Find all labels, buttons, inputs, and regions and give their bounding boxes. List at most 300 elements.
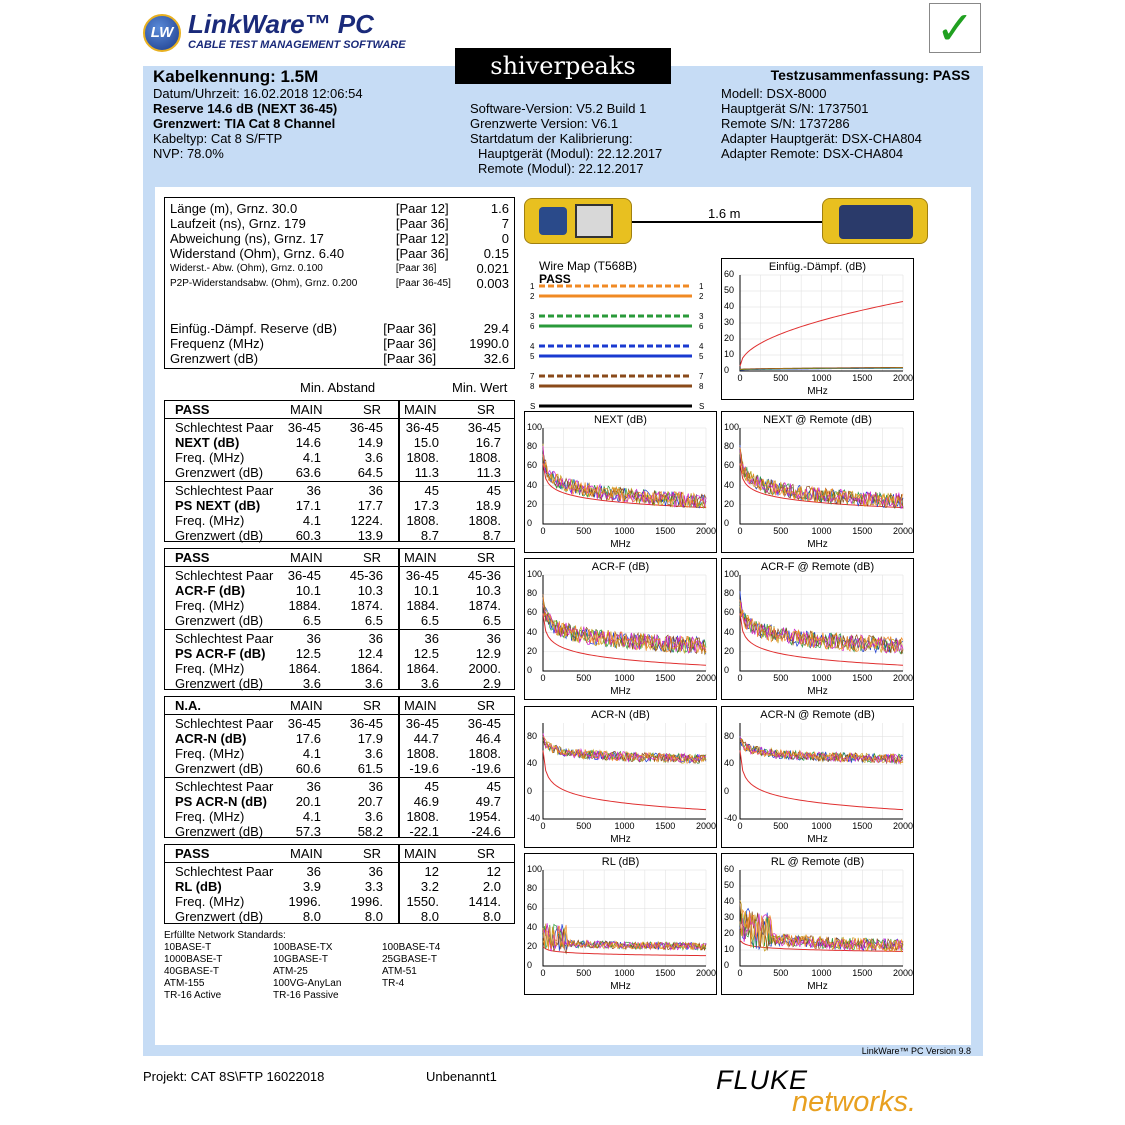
x-tick-label: 0 bbox=[540, 821, 546, 831]
cable-line bbox=[632, 221, 822, 223]
row-label: ACR-N (dB) bbox=[175, 731, 247, 746]
wire-map-diagram bbox=[524, 258, 714, 412]
row-value: 46.4 bbox=[475, 731, 501, 746]
check-mark-icon: ✓ bbox=[929, 3, 981, 53]
table-col-header: MAIN bbox=[404, 402, 437, 417]
x-tick-label: 500 bbox=[576, 673, 592, 683]
row-value: 14.6 bbox=[295, 435, 321, 450]
row-value: 4.1 bbox=[302, 746, 321, 761]
row-value: 36 bbox=[306, 483, 321, 498]
y-tick-label: 40 bbox=[527, 758, 538, 769]
row-label: RL (dB) bbox=[175, 879, 222, 894]
row-value: 10.3 bbox=[475, 583, 501, 598]
row-value: 1414. bbox=[468, 894, 501, 909]
row-value: 36-45 bbox=[349, 420, 383, 435]
standard-item: TR-4 bbox=[382, 978, 405, 989]
standard-item: ATM-155 bbox=[164, 978, 205, 989]
version-label: LinkWare™ PC Version 9.8 bbox=[861, 1046, 971, 1056]
row-value: 3.6 bbox=[364, 746, 383, 761]
row-value: 1808. bbox=[468, 746, 501, 761]
y-tick-label: 60 bbox=[724, 607, 735, 618]
row-value: 36 bbox=[368, 779, 383, 794]
row-value: 36-45 bbox=[405, 420, 439, 435]
chart-plot bbox=[722, 707, 915, 849]
wire-pin-label: 1 bbox=[699, 282, 704, 291]
x-tick-label: 1000 bbox=[811, 373, 832, 383]
row-value: 45 bbox=[486, 483, 501, 498]
standard-item: 25GBASE-T bbox=[382, 954, 438, 965]
row-value: 4.1 bbox=[302, 450, 321, 465]
y-tick-label: 80 bbox=[724, 588, 735, 599]
logo-badge: LW bbox=[143, 14, 181, 52]
row-label: Grenzwert (dB) bbox=[175, 824, 264, 839]
row-value: 12.9 bbox=[475, 646, 501, 661]
row-value: 12.5 bbox=[413, 646, 439, 661]
x-tick-label: 2000 bbox=[695, 968, 717, 978]
row-value: 17.3 bbox=[413, 498, 439, 513]
chart-title: ACR-N (dB) bbox=[591, 709, 650, 721]
row-value: 36 bbox=[486, 631, 501, 646]
row-label: Schlechtest Paar bbox=[175, 779, 274, 794]
row-value: 44.7 bbox=[413, 731, 439, 746]
summary-row bbox=[165, 276, 514, 291]
y-tick-label: 60 bbox=[527, 607, 538, 618]
table-col-header: MAIN bbox=[290, 846, 323, 861]
row-value: 64.5 bbox=[357, 465, 383, 480]
min-abstand-label: Min. Abstand bbox=[300, 380, 376, 395]
table-col-header: MAIN bbox=[290, 550, 323, 565]
cable-id: Kabelkennung: 1.5M bbox=[153, 67, 319, 86]
table-col-header: SR bbox=[363, 846, 382, 861]
y-tick-label: 0 bbox=[724, 665, 730, 675]
x-tick-label: 0 bbox=[737, 821, 743, 831]
x-tick-label: 500 bbox=[773, 968, 789, 978]
table-status: PASS bbox=[175, 846, 210, 861]
wire-pin-label: 3 bbox=[530, 312, 535, 321]
row-value: 3.6 bbox=[364, 809, 383, 824]
row-label: Schlechtest Paar bbox=[175, 420, 274, 435]
row-value: 6.5 bbox=[364, 613, 383, 628]
row-value: 1808. bbox=[468, 450, 501, 465]
row-label: Schlechtest Paar bbox=[175, 716, 274, 731]
table-col-header: MAIN bbox=[404, 846, 437, 861]
row-value: 17.1 bbox=[295, 498, 321, 513]
standard-item: 40GBASE-T bbox=[164, 966, 220, 977]
y-tick-label: 100 bbox=[527, 569, 543, 579]
test-summary: Testzusammenfassung: PASS bbox=[770, 67, 970, 83]
row-value: 20.1 bbox=[295, 794, 321, 809]
row-value: 12 bbox=[424, 864, 439, 879]
y-tick-label: 0 bbox=[724, 960, 730, 970]
wire-pin-label: 1 bbox=[530, 282, 535, 291]
project-name: Projekt: CAT 8S\FTP 16022018 bbox=[143, 1069, 325, 1084]
row-value: 45 bbox=[424, 483, 439, 498]
chart-title: RL (dB) bbox=[601, 856, 640, 868]
chart-xlabel: MHz bbox=[610, 686, 631, 697]
x-tick-label: 1500 bbox=[852, 526, 873, 536]
summary-pair: [Paar 36-45] bbox=[395, 278, 451, 289]
row-value: -19.6 bbox=[409, 761, 439, 776]
row-value: 36-45 bbox=[349, 716, 383, 731]
row-value: 12.5 bbox=[295, 646, 321, 661]
chart-title: ACR-F @ Remote (dB) bbox=[760, 561, 875, 573]
brand-logo: shiverpeaks bbox=[455, 48, 671, 84]
x-tick-label: 1500 bbox=[852, 673, 873, 683]
info-mid: Software-Version: V5.2 Build 1 Grenzwerte Version: V6.1 Startdatum der Kalibrierung: Hauptgerät (Modul): 22.12.2017 Remote (Modul): 22.12.2017 bbox=[470, 101, 663, 176]
chart-rlr bbox=[721, 853, 914, 995]
x-tick-label: 2000 bbox=[892, 373, 914, 383]
chart-xlabel: MHz bbox=[807, 686, 828, 697]
y-tick-label: 20 bbox=[724, 928, 735, 938]
remote-unit-image bbox=[822, 198, 928, 244]
row-label: Grenzwert (dB) bbox=[175, 528, 264, 543]
row-label: NEXT (dB) bbox=[175, 435, 240, 450]
result-table bbox=[164, 548, 515, 690]
row-value: 1884. bbox=[406, 598, 439, 613]
x-tick-label: 1000 bbox=[614, 673, 635, 683]
row-label: Freq. (MHz) bbox=[175, 746, 245, 761]
fluke-logo: FLUKE bbox=[716, 1065, 809, 1095]
wire-pin-label: S bbox=[530, 402, 536, 411]
row-value: 1808. bbox=[406, 746, 439, 761]
row-value: 45 bbox=[424, 779, 439, 794]
row-value: 36-45 bbox=[405, 716, 439, 731]
row-label: Freq. (MHz) bbox=[175, 809, 245, 824]
y-tick-label: 0 bbox=[724, 785, 730, 796]
summary-value: 0.003 bbox=[476, 276, 509, 291]
x-tick-label: 1000 bbox=[811, 526, 832, 536]
y-tick-label: 80 bbox=[527, 730, 538, 741]
y-tick-label: 80 bbox=[724, 730, 735, 741]
row-value: 36 bbox=[306, 864, 321, 879]
summary-pair: [Paar 36] bbox=[383, 336, 437, 351]
row-value: 3.6 bbox=[420, 676, 439, 691]
chart-rl bbox=[524, 853, 717, 995]
standard-item: 100BASE-TX bbox=[273, 942, 333, 953]
y-tick-label: 10 bbox=[724, 944, 735, 954]
chart-plot bbox=[525, 559, 718, 701]
chart-xlabel: MHz bbox=[610, 539, 631, 550]
row-value: 36-45 bbox=[405, 568, 439, 583]
chart-next bbox=[524, 411, 717, 553]
row-value: 13.9 bbox=[357, 528, 383, 543]
row-value: 17.7 bbox=[357, 498, 383, 513]
table-col-header: SR bbox=[363, 698, 382, 713]
row-label: Grenzwert (dB) bbox=[175, 465, 264, 480]
row-value: 36 bbox=[424, 631, 439, 646]
summary-label: Länge (m), Grnz. 30.0 bbox=[170, 201, 298, 216]
y-tick-label: 50 bbox=[724, 285, 735, 295]
y-tick-label: 0 bbox=[527, 665, 533, 675]
table-col-header: MAIN bbox=[404, 550, 437, 565]
summary-label: P2P-Widerstandsabw. (Ohm), Grnz. 0.200 bbox=[170, 278, 358, 289]
row-value: 14.9 bbox=[357, 435, 383, 450]
row-value: 1954. bbox=[468, 809, 501, 824]
row-value: 6.5 bbox=[482, 613, 501, 628]
x-tick-label: 1500 bbox=[655, 821, 676, 831]
y-tick-label: -40 bbox=[527, 813, 541, 823]
chart-plot bbox=[525, 707, 718, 849]
chart-title: NEXT @ Remote (dB) bbox=[763, 414, 872, 426]
y-tick-label: 40 bbox=[724, 301, 735, 311]
summary-pair: [Paar 12] bbox=[395, 201, 449, 216]
x-tick-label: 2000 bbox=[892, 673, 914, 683]
x-tick-label: 2000 bbox=[892, 526, 914, 536]
y-tick-label: 30 bbox=[724, 912, 735, 922]
x-tick-label: 1000 bbox=[614, 526, 635, 536]
row-value: 1864. bbox=[406, 661, 439, 676]
y-tick-label: 100 bbox=[724, 569, 740, 579]
row-label: Freq. (MHz) bbox=[175, 661, 245, 676]
summary-pair: [Paar 36] bbox=[383, 351, 437, 366]
chart-plot bbox=[525, 854, 718, 996]
x-tick-label: 500 bbox=[773, 373, 789, 383]
row-label: Grenzwert (dB) bbox=[175, 676, 264, 691]
result-table bbox=[164, 400, 515, 542]
row-label: Freq. (MHz) bbox=[175, 894, 245, 909]
chart-acrf bbox=[524, 558, 717, 700]
summary-pair: [Paar 36] bbox=[395, 246, 449, 261]
chart-ins bbox=[721, 258, 914, 400]
row-value: 4.1 bbox=[302, 809, 321, 824]
row-value: 1874. bbox=[350, 598, 383, 613]
x-tick-label: 500 bbox=[576, 526, 592, 536]
y-tick-label: 60 bbox=[527, 902, 538, 913]
row-label: Schlechtest Paar bbox=[175, 631, 274, 646]
row-value: 36-45 bbox=[467, 716, 501, 731]
wire-pin-label: 6 bbox=[530, 322, 535, 331]
row-value: 17.9 bbox=[357, 731, 383, 746]
row-value: 15.0 bbox=[413, 435, 439, 450]
row-value: 20.7 bbox=[357, 794, 383, 809]
summary-row bbox=[165, 351, 514, 366]
table-col-header: SR bbox=[477, 846, 496, 861]
row-value: 45-36 bbox=[467, 568, 501, 583]
standard-item: ATM-51 bbox=[382, 966, 417, 977]
wire-map-title: Wire Map (T568B) bbox=[539, 259, 638, 273]
table-col-header: SR bbox=[363, 550, 382, 565]
chart-plot bbox=[722, 559, 915, 701]
wire-pin-label: 3 bbox=[699, 312, 704, 321]
y-tick-label: 0 bbox=[527, 960, 533, 970]
y-tick-label: 40 bbox=[724, 479, 735, 490]
y-tick-label: 40 bbox=[724, 896, 735, 906]
row-value: 1550. bbox=[406, 894, 439, 909]
chart-xlabel: MHz bbox=[807, 539, 828, 550]
chart-xlabel: MHz bbox=[610, 981, 631, 992]
x-tick-label: 2000 bbox=[892, 821, 914, 831]
wire-pin-label: 7 bbox=[699, 372, 704, 381]
y-tick-label: 0 bbox=[724, 518, 730, 528]
chart-acrn bbox=[524, 706, 717, 848]
table-col-header: SR bbox=[477, 698, 496, 713]
table-col-header: MAIN bbox=[290, 402, 323, 417]
y-tick-label: 60 bbox=[724, 269, 735, 279]
networks-logo: networks. bbox=[792, 1086, 917, 1118]
row-value: 11.3 bbox=[414, 465, 439, 480]
y-tick-label: 100 bbox=[527, 422, 543, 432]
y-tick-label: 20 bbox=[527, 645, 538, 656]
summary-value: 29.4 bbox=[483, 321, 509, 336]
row-value: 36 bbox=[306, 779, 321, 794]
row-value: -22.1 bbox=[409, 824, 439, 839]
y-tick-label: 40 bbox=[527, 626, 538, 637]
standard-item: TR-16 Passive bbox=[273, 990, 339, 1001]
row-label: Freq. (MHz) bbox=[175, 450, 245, 465]
summary-label: Widerstand (Ohm), Grnz. 6.40 bbox=[170, 246, 345, 261]
summary-box bbox=[164, 197, 515, 369]
row-value: 8.0 bbox=[420, 909, 439, 924]
row-value: 1808. bbox=[406, 450, 439, 465]
row-value: 36 bbox=[306, 631, 321, 646]
row-value: 61.5 bbox=[357, 761, 383, 776]
row-value: 8.7 bbox=[420, 528, 439, 543]
chart-acrnr bbox=[721, 706, 914, 848]
table-col-header: MAIN bbox=[404, 698, 437, 713]
x-tick-label: 500 bbox=[773, 673, 789, 683]
wire-pin-label: 8 bbox=[699, 382, 704, 391]
x-tick-label: 1500 bbox=[852, 373, 873, 383]
summary-value: 1990.0 bbox=[469, 336, 509, 351]
standard-item: 10GBASE-T bbox=[273, 954, 329, 965]
row-label: Schlechtest Paar bbox=[175, 483, 274, 498]
summary-value: 0 bbox=[501, 231, 509, 246]
row-value: 1864. bbox=[350, 661, 383, 676]
chart-plot bbox=[722, 259, 915, 401]
wire-pin-label: 4 bbox=[530, 342, 535, 351]
x-tick-label: 0 bbox=[737, 673, 743, 683]
y-tick-label: 0 bbox=[724, 365, 730, 375]
row-value: 60.3 bbox=[295, 528, 321, 543]
y-tick-label: 50 bbox=[724, 880, 735, 890]
x-tick-label: 1500 bbox=[852, 821, 873, 831]
standards-title: Erfüllte Network Standards: bbox=[164, 930, 286, 941]
y-tick-label: 20 bbox=[724, 498, 735, 509]
row-value: 1996. bbox=[350, 894, 383, 909]
chart-acrfr bbox=[721, 558, 914, 700]
summary-label: Widerst.- Abw. (Ohm), Grnz. 0.100 bbox=[170, 263, 323, 274]
summary-label: Grenzwert (dB) bbox=[170, 351, 259, 366]
row-value: 58.2 bbox=[357, 824, 383, 839]
row-value: 6.5 bbox=[302, 613, 321, 628]
row-value: 1884. bbox=[288, 598, 321, 613]
x-tick-label: 0 bbox=[540, 968, 546, 978]
x-tick-label: 500 bbox=[576, 968, 592, 978]
summary-label: Laufzeit (ns), Grnz. 179 bbox=[170, 216, 306, 231]
row-value: 1808. bbox=[406, 513, 439, 528]
summary-pair: [Paar 36] bbox=[395, 263, 437, 274]
standard-item: 100VG-AnyLan bbox=[273, 978, 342, 989]
chart-title: ACR-N @ Remote (dB) bbox=[760, 709, 875, 721]
row-value: 3.9 bbox=[302, 879, 321, 894]
row-value: 1996. bbox=[288, 894, 321, 909]
info-right: Modell: DSX-8000 Hauptgerät S/N: 1737501 Remote S/N: 1737286 Adapter Hauptgerät: DSX-CHA804 Adapter Remote: DSX-CHA804 bbox=[721, 86, 922, 161]
wire-pin-label: 7 bbox=[530, 372, 535, 381]
wire-pin-label: 5 bbox=[699, 352, 704, 361]
row-value: 45-36 bbox=[349, 568, 383, 583]
summary-label: Abweichung (ns), Grnz. 17 bbox=[170, 231, 324, 246]
wire-pin-label: 6 bbox=[699, 322, 704, 331]
x-tick-label: 0 bbox=[540, 526, 546, 536]
summary-pair: [Paar 36] bbox=[383, 321, 437, 336]
row-value: 1874. bbox=[468, 598, 501, 613]
y-tick-label: 80 bbox=[527, 883, 538, 894]
row-value: 36-45 bbox=[467, 420, 501, 435]
row-label: Grenzwert (dB) bbox=[175, 761, 264, 776]
y-tick-label: 60 bbox=[724, 864, 735, 874]
row-label: PS ACR-F (dB) bbox=[175, 646, 266, 661]
summary-row bbox=[165, 336, 514, 351]
x-tick-label: 1000 bbox=[811, 673, 832, 683]
row-value: 2.9 bbox=[482, 676, 501, 691]
y-tick-label: 80 bbox=[724, 441, 735, 452]
x-tick-label: 1500 bbox=[655, 968, 676, 978]
row-value: 36 bbox=[368, 864, 383, 879]
row-value: 46.9 bbox=[413, 794, 439, 809]
logo-title: LinkWare™ PC bbox=[188, 9, 374, 39]
row-value: 3.2 bbox=[420, 879, 439, 894]
chart-xlabel: MHz bbox=[610, 834, 631, 845]
row-value: 36 bbox=[368, 483, 383, 498]
y-tick-label: 40 bbox=[527, 479, 538, 490]
chart-title: RL @ Remote (dB) bbox=[770, 856, 865, 868]
wire-map bbox=[524, 258, 714, 412]
y-tick-label: 80 bbox=[527, 588, 538, 599]
wire-pin-label: 2 bbox=[530, 292, 535, 301]
summary-row bbox=[165, 246, 514, 261]
chart-title: NEXT (dB) bbox=[594, 414, 647, 426]
standard-item: TR-16 Active bbox=[164, 990, 222, 1001]
x-tick-label: 500 bbox=[576, 821, 592, 831]
row-value: 2.0 bbox=[482, 879, 501, 894]
table-status: N.A. bbox=[175, 698, 201, 713]
y-tick-label: 20 bbox=[527, 940, 538, 951]
y-tick-label: 40 bbox=[527, 921, 538, 932]
row-value: 8.0 bbox=[482, 909, 501, 924]
x-tick-label: 1500 bbox=[655, 526, 676, 536]
x-tick-label: 2000 bbox=[695, 526, 717, 536]
row-value: 10.3 bbox=[357, 583, 383, 598]
row-value: 1864. bbox=[288, 661, 321, 676]
row-label: Freq. (MHz) bbox=[175, 513, 245, 528]
row-value: 8.0 bbox=[302, 909, 321, 924]
row-value: 12.4 bbox=[357, 646, 383, 661]
row-value: 2000. bbox=[468, 661, 501, 676]
row-value: 12 bbox=[486, 864, 501, 879]
summary-row bbox=[165, 321, 514, 336]
x-tick-label: 0 bbox=[737, 968, 743, 978]
standard-item: 1000BASE-T bbox=[164, 954, 223, 965]
y-tick-label: 0 bbox=[527, 518, 533, 528]
summary-row bbox=[165, 261, 514, 276]
x-tick-label: 500 bbox=[773, 526, 789, 536]
result-table bbox=[164, 844, 515, 924]
summary-row bbox=[165, 231, 514, 246]
row-value: 49.7 bbox=[475, 794, 501, 809]
row-value: 57.3 bbox=[295, 824, 321, 839]
row-value: 1224. bbox=[350, 513, 383, 528]
row-value: 11.3 bbox=[476, 465, 501, 480]
result-table bbox=[164, 696, 515, 838]
row-value: 10.1 bbox=[413, 583, 439, 598]
summary-pair: [Paar 36] bbox=[395, 216, 449, 231]
table-col-header: SR bbox=[363, 402, 382, 417]
link-length: 1.6 m bbox=[708, 206, 741, 221]
summary-value: 0.021 bbox=[476, 261, 509, 276]
row-value: 8.0 bbox=[364, 909, 383, 924]
wire-pin-label: 2 bbox=[699, 292, 704, 301]
logo-subtitle: CABLE TEST MANAGEMENT SOFTWARE bbox=[188, 39, 406, 51]
